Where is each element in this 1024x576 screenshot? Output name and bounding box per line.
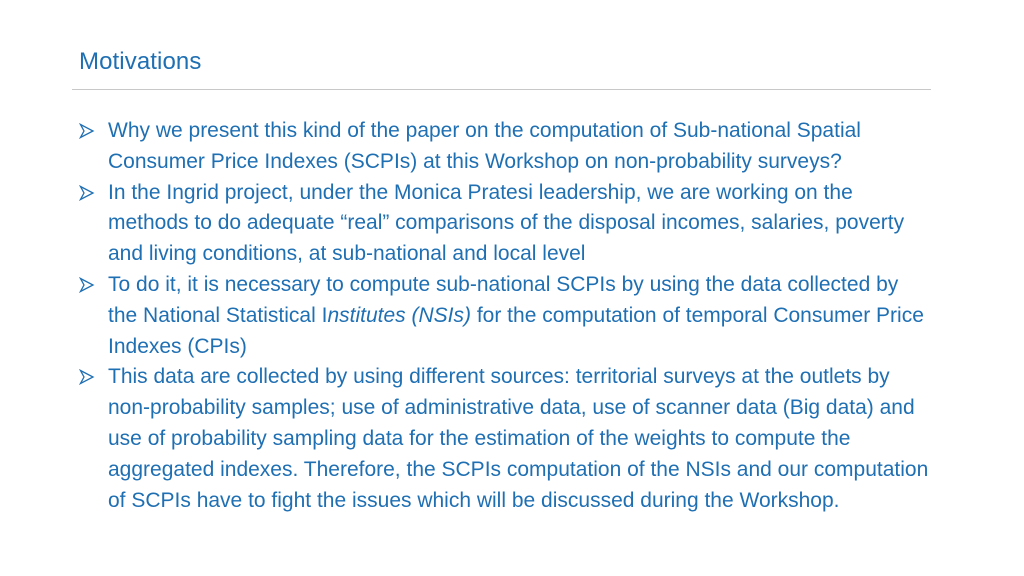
bullet-text-part: for the computation of temporal Consumer Price Indexes (CPIs) [108,303,924,358]
bullet-item [79,270,929,362]
bullet-text-italic: nstitutes (NSIs) [327,303,471,327]
bullet-text: This data are collected by using different sources: territorial surveys at the outlets by non-probability samples; use of administrative data, use of scanner data (Big data) and use of probability sampling data for the estimation of the weights to compute the aggregated indexes. Therefore, the SCPIs computation of the NSIs and our computation of SCPIs have to fight the issues which will be discussed during the Workshop. [108,365,929,512]
bullet-text: Why we present this kind of the paper on the computation of Sub-national Spatial Consumer Price Indexes (SCPIs) at this Workshop on non-probability surveys? [108,119,861,173]
slide-title: Motivations [79,48,202,75]
arrow-bullet-icon [79,277,95,293]
bullet-text: In the Ingrid project, under the Monica Pratesi leadership, we are working on the methods to do adequate “real” comparisons of the disposal incomes, salaries, poverty and living conditions, at sub-national and local level [108,180,905,266]
arrow-bullet-icon [79,123,95,139]
bullet-item [79,178,929,270]
title-divider [72,89,931,90]
bullet-text-part: To do it, it is necessary to compute sub-national SCPIs by using the data collected by the National Statistical I [108,272,899,327]
bullet-item [79,362,929,516]
arrow-bullet-icon [79,185,95,201]
bullet-list [79,116,929,516]
arrow-bullet-icon [79,369,95,385]
bullet-item [79,116,929,178]
